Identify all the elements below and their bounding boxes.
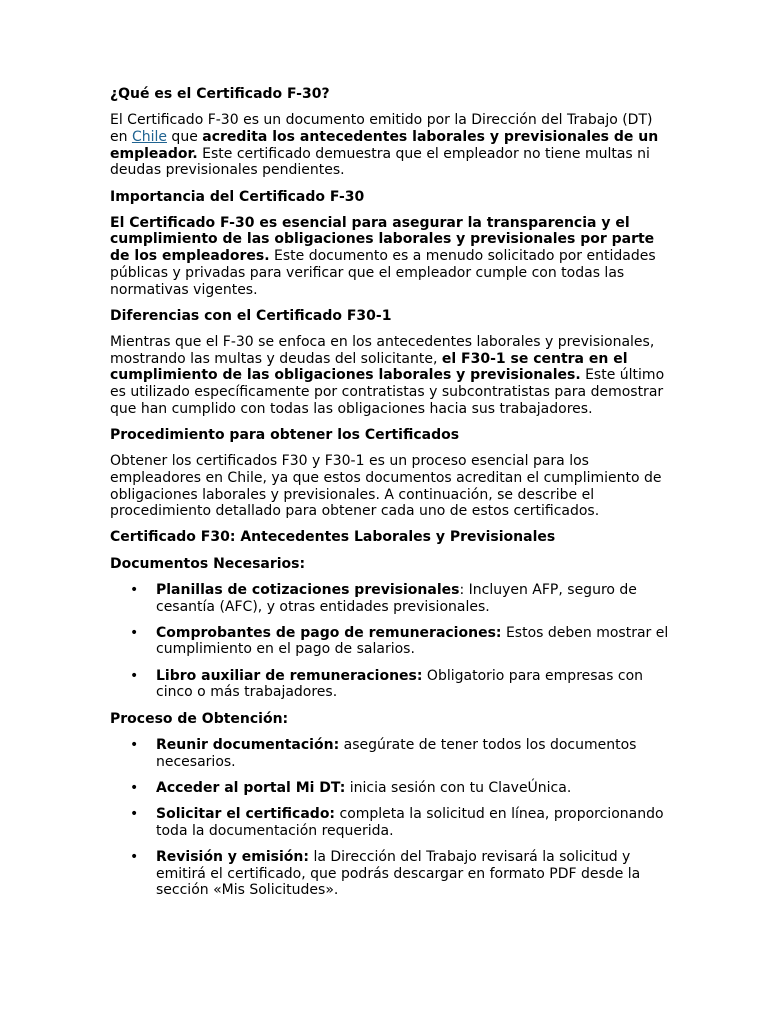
- list-item-bold: Reunir documentación:: [156, 736, 340, 753]
- heading-diferencias: Diferencias con el Certificado F30-1: [110, 307, 392, 324]
- paragraph-text: Este documento es a menudo solicitado por entidades públicas y privadas para verificar que el empleador cumple con todas las normativas vigentes.: [110, 248, 656, 298]
- list-item-text: inicia sesión con tu ClaveÚnica.: [345, 779, 572, 796]
- heading-certificado-f30: Certificado F30: Antecedentes Laborales y Previsionales: [110, 529, 556, 546]
- list-item-text: completa la solicitud en línea, proporcionando toda la documentación requerida.: [156, 805, 664, 839]
- paragraph-text: Mientras que el F-30 se enfoca en los antecedentes laborales y previsionales, mostrando las multas y deudas del solicitante,: [110, 333, 655, 367]
- list-item-bold: Revisión y emisión:: [156, 848, 309, 865]
- heading-que-es: ¿Qué es el Certificado F-30?: [110, 86, 330, 102]
- paragraph-bold-text: acredita los antecedentes laborales y previsionales de un empleador.: [110, 128, 659, 162]
- list-item: [110, 625, 670, 658]
- chile-link[interactable]: Chile: [131, 128, 167, 145]
- paragraph-bold-text: el F30-1 se centra en el cumplimiento de las obligaciones laborales y previsionales.: [110, 350, 628, 384]
- list-item: [110, 780, 670, 797]
- bullet-icon: •: [130, 848, 139, 865]
- paragraph-importancia: [110, 215, 670, 299]
- list-item-bold: Solicitar el certificado:: [156, 805, 336, 822]
- heading-importancia: Importancia del Certificado F-30: [110, 188, 365, 205]
- heading-procedimiento: Procedimiento para obtener los Certificados: [110, 426, 460, 443]
- paragraph-text: que: [166, 128, 203, 145]
- list-item-text: asegúrate de tener todos los documentos necesarios.: [156, 736, 637, 770]
- list-item-bold: Libro auxiliar de remuneraciones:: [156, 667, 423, 684]
- heading-documentos-necesarios: Documentos Necesarios:: [110, 555, 306, 572]
- list-item-bold: Acceder al portal Mi DT:: [156, 779, 346, 796]
- list-item-text: Obligatorio para empresas con cinco o más trabajadores.: [156, 667, 644, 701]
- list-item: [110, 582, 670, 615]
- list-item-text: Estos deben mostrar el cumplimiento en el pago de salarios.: [156, 624, 669, 658]
- paragraph-text: Este certificado demuestra que el empleador no tiene multas ni deudas previsionales pendientes.: [110, 145, 650, 179]
- paragraph-procedimiento: Obtener los certificados F30 y F30-1 es un proceso esencial para los empleadores en Chile, ya que estos documentos acreditan el cumplimiento de obligaciones laborales y previsionales. A continuación, se describe el procedimiento detallado para obtener cada uno de estos certificados.: [110, 453, 662, 520]
- bullet-icon: •: [130, 624, 139, 641]
- list-item-bold: Planillas de cotizaciones previsionales: [156, 581, 460, 598]
- bullet-icon: •: [130, 736, 139, 753]
- bullet-icon: •: [130, 805, 139, 822]
- bullet-icon: •: [130, 581, 139, 598]
- bullet-icon: •: [130, 667, 139, 684]
- paragraph-diferencias: [110, 334, 670, 418]
- bullet-icon: •: [130, 779, 139, 796]
- paragraph-text: El Certificado F-30 es un documento emitido por la Dirección del Trabajo (DT) en: [110, 112, 653, 145]
- list-item: [110, 668, 670, 701]
- document-content: [110, 86, 670, 899]
- list-item-text: : Incluyen AFP, seguro de cesantía (AFC), y otras entidades previsionales.: [156, 581, 637, 615]
- list-item-bold: Comprobantes de pago de remuneraciones:: [156, 624, 502, 641]
- list-item: [110, 806, 670, 839]
- documents-list: [110, 582, 670, 701]
- steps-list: [110, 737, 670, 899]
- heading-proceso-obtencion: Proceso de Obtención:: [110, 710, 289, 727]
- paragraph-bold-text: El Certificado F-30 es esencial para asegurar la transparencia y el cumplimiento de las obligaciones laborales y previsionales por parte de los empleadores.: [110, 214, 655, 265]
- list-item-text: la Dirección del Trabajo revisará la solicitud y emitirá el certificado, que podrás descargar en formato PDF desde la sección «Mis Solicitudes».: [156, 848, 641, 899]
- list-item: [110, 849, 670, 899]
- paragraph-text: Este último es utilizado específicamente por contratistas y subcontratistas para demostrar que han cumplido con todas las obligaciones hacia sus trabajadores.: [110, 367, 665, 417]
- list-item: [110, 737, 670, 770]
- paragraph-definicion: [110, 112, 670, 179]
